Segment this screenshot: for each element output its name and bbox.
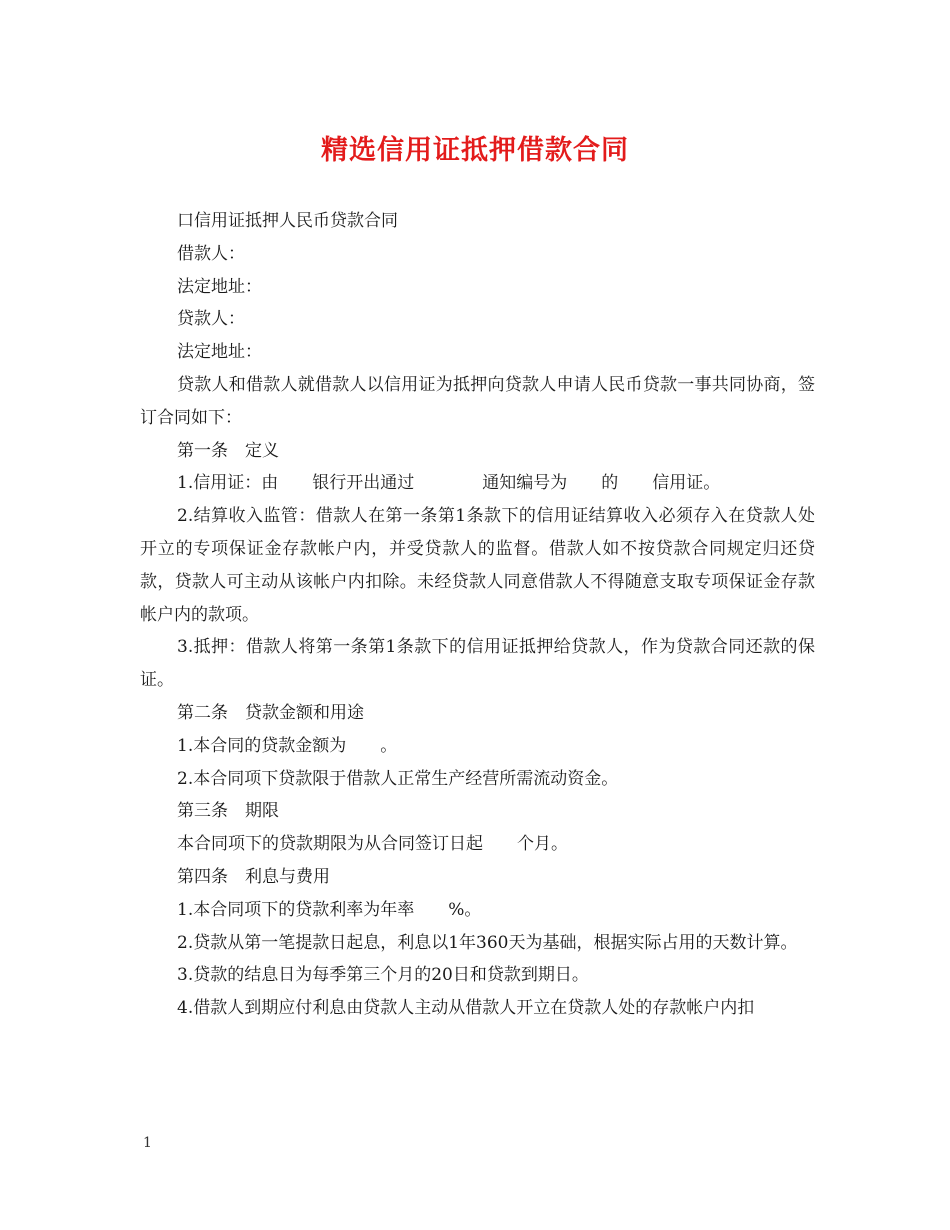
borrower-address-line: 法定地址： — [177, 276, 262, 297]
clause-4-1: 1.本合同项下的贷款利率为年率 %。 — [177, 899, 482, 920]
clause-1-3: 3.抵押：借款人将第一条第1条款下的信用证抵押给贷款人，作为贷款合同还款的保证。 — [140, 637, 815, 691]
contract-subtitle: 口信用证抵押人民币贷款合同 — [177, 211, 398, 231]
borrower-line: 借款人： — [177, 243, 245, 264]
preamble-paragraph: 贷款人和借款人就借款人以信用证为抵押向贷款人申请人民币贷款一事共同协商，签订合同如下： — [140, 374, 815, 428]
clause-4-4: 4.借款人到期应付利息由贷款人主动从借款人开立在贷款人处的存款帐户内扣 — [177, 998, 755, 1019]
article-4-heading: 第四条 利息与费用 — [177, 866, 330, 887]
lender-line: 贷款人： — [177, 309, 245, 330]
clause-1-1: 1.信用证：由 银行开出通过 通知编号为 的 信用证。 — [177, 473, 721, 494]
clause-4-3: 3.贷款的结息日为每季第三个月的20日和贷款到期日。 — [177, 965, 589, 986]
article-3-heading: 第三条 期限 — [177, 801, 279, 822]
article-2-heading: 第二条 贷款金额和用途 — [177, 702, 364, 723]
lender-address-line: 法定地址： — [177, 342, 262, 363]
clause-1-2: 2.结算收入监管：借款人在第一条第1条款下的信用证结算收入必须存入在贷款人处开立的专项保证金存款帐户内，并受贷款人的监督。借款人如不按贷款合同规定归还贷款，贷款人可主动从该帐户内扣除。未经贷款人同意借款人不得随意支取专项保证金存款帐户内的款项。 — [140, 506, 815, 625]
page-number: 1 — [143, 1135, 152, 1151]
clause-2-2: 2.本合同项下贷款限于借款人正常生产经营所需流动资金。 — [177, 768, 619, 789]
clause-3-term: 本合同项下的贷款期限为从合同签订日起 个月。 — [177, 834, 568, 855]
article-1-heading: 第一条 定义 — [177, 440, 279, 461]
document-body — [140, 205, 815, 1025]
document-title: 精选信用证抵押借款合同 — [321, 135, 629, 166]
clause-4-2: 2.贷款从第一笔提款日起息，利息以1年360天为基础，根据实际占用的天数计算。 — [177, 932, 798, 953]
clause-2-1: 1.本合同的贷款金额为 。 — [177, 735, 398, 756]
